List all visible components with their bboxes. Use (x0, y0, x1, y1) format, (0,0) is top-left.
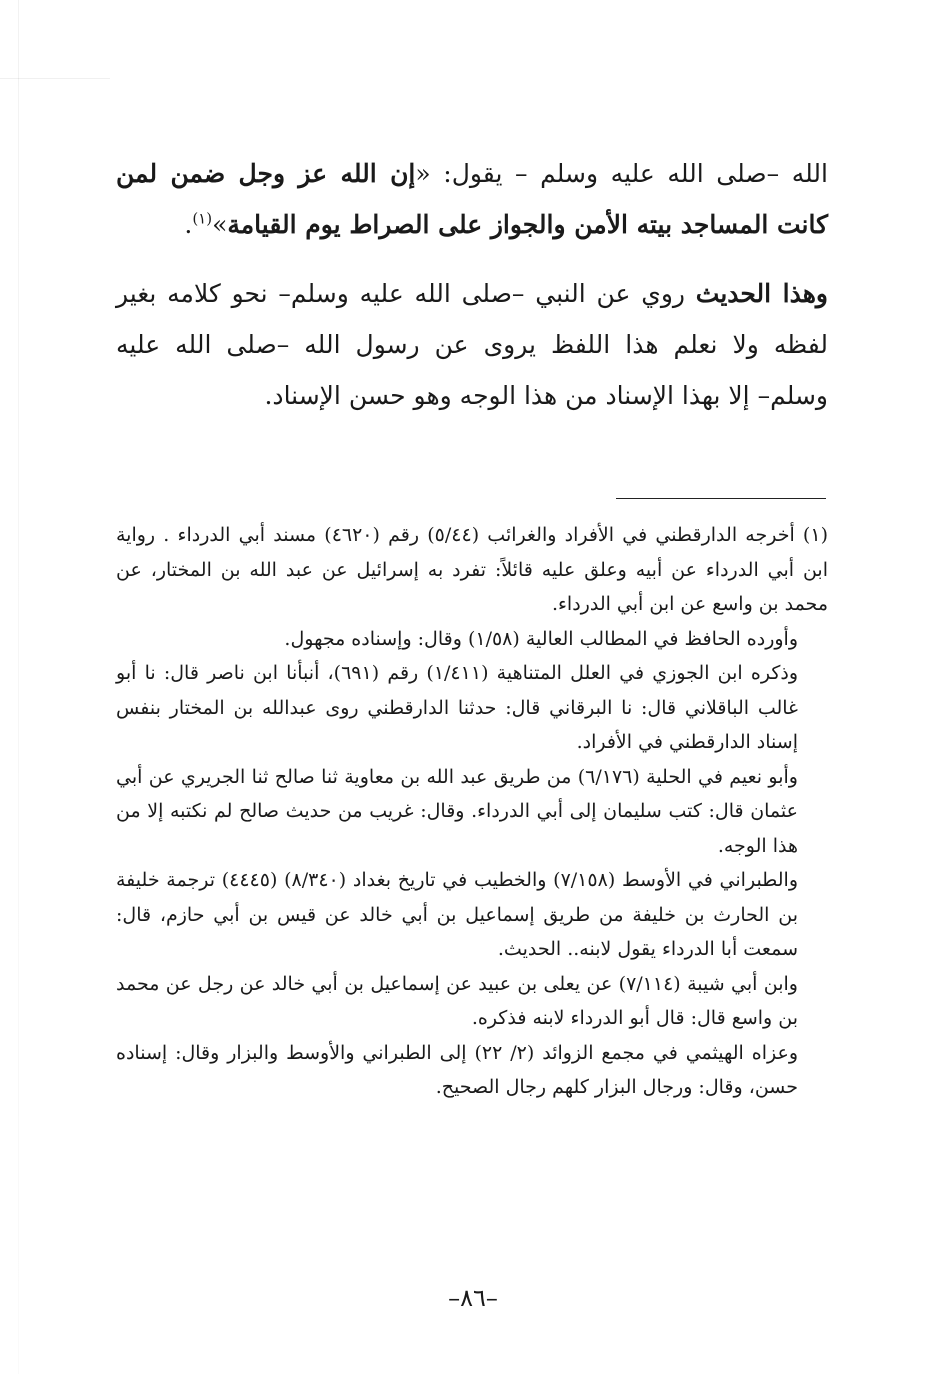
main-text-block-2 (116, 268, 828, 421)
footnote-paragraph: (١) أخرجه الدارقطني في الأفراد والغرائب (٥/٤٤) رقم (٤٦٢٠) مسند أبي الدرداء . رواية ابن أبي الدرداء عن أبيه وعلق عليه قائلاً: تفرد به إسرائيل عن عبد الله بن المختار، عن محمد بن واسع عن ابن أبي الدرداء. (116, 524, 828, 615)
footnote-paragraph: وأورده الحافظ في المطالب العالية (١/٥٨) وقال: وإسناده مجهول. (284, 627, 798, 650)
scan-edge-top (0, 78, 110, 79)
hadith-quote: إن الله عز وجل ضمن لمن كانت المساجد بيته الأمن والجواز على الصراط يوم القيامة (116, 159, 828, 239)
footnote-paragraph: وابن أبي شيبة (٧/١١٤) عن يعلى بن عبيد عن إسماعيل بن أبي خالد عن رجل عن محمد بن واسع قال: قال أبو الدرداء لابنه فذكره. (116, 972, 798, 1029)
footnotes (116, 518, 828, 1105)
main-text-intro: الله –صلى الله عليه وسلم – يقول: « (415, 159, 828, 188)
scan-edge-left (18, 0, 19, 1374)
main-text-body: روي عن النبي –صلى الله عليه وسلم– نحو كلامه بغير لفظه ولا نعلم هذا اللفظ يروى عن رسول الله –صلى الله عليه وسلم– إلا بهذا الإسناد من هذا الوجه وهو حسن الإسناد. (116, 279, 828, 410)
footnote-paragraph: وأبو نعيم في الحلية (٦/١٧٦) من طريق عبد الله بن معاوية ثنا صالح ثنا الجريري عن أبي عثمان قال: كتب سليمان إلى أبي الدرداء. وقال: غريب من حديث صالح لم نكتبه إلا من هذا الوجه. (116, 765, 798, 857)
page-number: –٨٦– (448, 1284, 498, 1312)
sentence-end: . (184, 210, 193, 239)
footnote-paragraph: وذكره ابن الجوزي في العلل المتناهية (١/٤١١) رقم (٦٩١)، أنبأنا ابن ناصر قال: نا أبو غالب الباقلاني قال: نا البرقاني قال: حدثنا الدارقطني روى عبدالله بن المختار بنفس إسناد الدارقطني في الأفراد. (116, 662, 799, 753)
section-lead: وهذا الحديث (695, 279, 828, 308)
footnote-paragraph: والطبراني في الأوسط (٧/١٥٨) والخطيب في تاريخ بغداد (٨/٣٤٠) (٤٤٤٥) ترجمة خليفة بن الحارث بن خليفة من طريق إسماعيل بن أبي خالد عن قيس بن أبي حازم، قال: سمعت أبا الدرداء يقول لابنه.. الحديث. (116, 869, 799, 960)
footnote-reference: (١) (192, 209, 213, 228)
footnote-paragraph: وعزاه الهيثمي في مجمع الزوائد (٢/ ٢٢) إلى الطبراني والأوسط والبزار وقال: إسناده حسن، وقال: ورجال البزار كلهم رجال الصحيح. (116, 1041, 798, 1098)
main-text-block-1 (116, 148, 828, 250)
quote-close-mark: » (212, 210, 228, 239)
footnote-divider (616, 498, 826, 499)
